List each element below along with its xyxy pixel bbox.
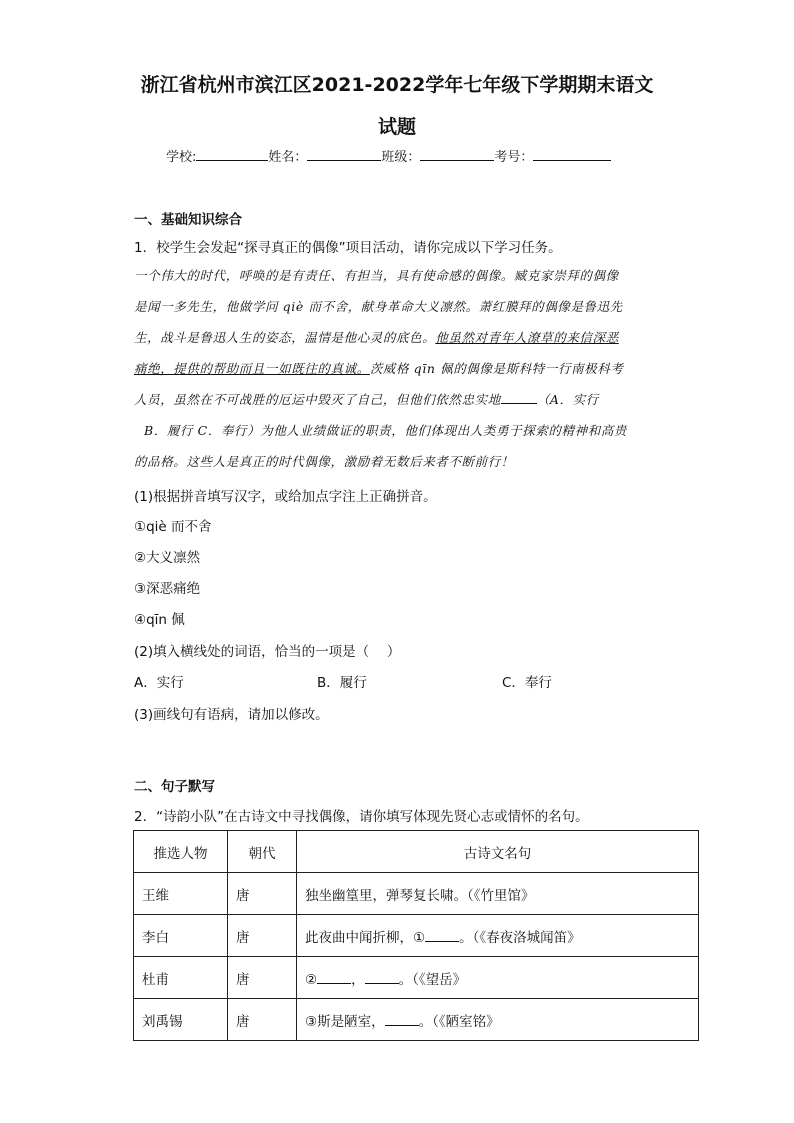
verse-text: ③斯是陋室， <box>305 1013 385 1030</box>
verse-text: ② <box>305 971 318 988</box>
table-row <box>134 957 699 999</box>
verse-text: 。（《望岳》 <box>398 971 467 988</box>
option-c[interactable]: C．奉行 <box>502 675 552 691</box>
question-1-prompt: 1．校学生会发起“探寻真正的偶像”项目活动，请你完成以下学习任务。 <box>134 240 562 256</box>
person-cell: 王维 <box>134 873 228 915</box>
pinyin-item: ④qīn 佩 <box>134 612 185 628</box>
pinyin-item: ②大义凛然 <box>134 550 201 566</box>
table-header-row <box>134 831 699 873</box>
name-label: 姓名： <box>268 150 308 165</box>
person-cell: 李白 <box>134 915 228 957</box>
sub-question-2: (2)填入横线处的词语，恰当的一项是（ ） <box>134 644 401 660</box>
student-info-line <box>166 146 611 165</box>
sub-question-1: (1)根据拼音填写汉字，或给加点字注上正确拼音。 <box>134 489 437 505</box>
passage-line: 的品格。这些人是真正的时代偶像，激励着无数后来者不断前行！ <box>134 454 514 469</box>
passage-line <box>134 359 624 377</box>
option-a[interactable]: A．实行 <box>134 675 184 691</box>
table-row <box>134 873 699 915</box>
section-heading-basics: 一、基础知识综合 <box>134 212 242 228</box>
table-header: 朝代 <box>228 831 297 873</box>
passage-text: （A．实行 <box>536 392 599 407</box>
verse-text: 。（《春夜洛城闻笛》 <box>459 929 581 946</box>
class-blank[interactable] <box>420 147 494 161</box>
person-cell: 杜甫 <box>134 957 228 999</box>
person-cell: 刘禹锡 <box>134 999 228 1041</box>
answer-blank[interactable] <box>365 971 399 984</box>
passage-line <box>134 390 599 408</box>
table-row <box>134 999 699 1041</box>
answer-blank[interactable] <box>501 391 537 404</box>
dynasty-cell: 唐 <box>228 915 297 957</box>
pinyin-item: ③深恶痛绝 <box>134 581 201 597</box>
verse-text: 独坐幽篁里，弹琴复长啸。（《竹里馆》 <box>305 887 535 904</box>
pinyin-item: ①qiè 而不舍 <box>134 519 212 535</box>
passage-line: B．履行 C．奉行）为他人业绩做证的职责，他们体现出人类勇于探索的精神和高贵 <box>144 423 628 438</box>
sub-question-3: (3)画线句有语病，请加以修改。 <box>134 707 329 723</box>
verse-cell <box>297 873 699 915</box>
class-label: 班级： <box>381 150 421 165</box>
passage-line: 是闻一多先生，他做学问 qiè 而不舍，献身革命大义凛然。萧红膜拜的偶像是鲁迅先 <box>134 299 623 314</box>
exam-number-label: 考号： <box>494 150 534 165</box>
section-heading-recitation: 二、句子默写 <box>134 779 215 795</box>
verse-text: 。（《陋室铭》 <box>418 1013 500 1030</box>
question-2-prompt: 2．“诗韵小队”在古诗文中寻找偶像，请你填写体现先贤心志或情怀的名句。 <box>134 809 589 825</box>
passage-text: 茨威格 qīn 佩的偶像是斯科特一行南极科考 <box>369 361 624 376</box>
verse-text: ， <box>351 971 365 988</box>
underlined-sentence: 他虽然对青年人潦草的来信深恶 <box>435 330 619 345</box>
verse-cell <box>297 999 699 1041</box>
dynasty-cell: 唐 <box>228 957 297 999</box>
answer-blank[interactable] <box>317 971 351 984</box>
passage-line: 一个伟大的时代，呼唤的是有责任、有担当，具有使命感的偶像。臧克家崇拜的偶像 <box>134 268 619 283</box>
underlined-sentence: 痛绝，提供的帮助而且一如既往的真诚。 <box>134 361 370 376</box>
verse-text: 此夜曲中闻折柳，① <box>305 929 426 946</box>
dynasty-cell: 唐 <box>228 999 297 1041</box>
school-label: 学校: <box>166 150 197 165</box>
dynasty-cell: 唐 <box>228 873 297 915</box>
exam-title-line1: 浙江省杭州市滨江区2021-2022学年七年级下学期期末语文 <box>140 74 654 96</box>
table-header: 推选人物 <box>134 831 228 873</box>
exam-title-line2: 试题 <box>377 116 416 138</box>
school-blank[interactable] <box>196 147 268 161</box>
table-row <box>134 915 699 957</box>
exam-number-blank[interactable] <box>533 147 611 161</box>
answer-blank[interactable] <box>385 1013 419 1026</box>
passage-line <box>134 328 619 346</box>
verse-cell <box>297 957 699 999</box>
poem-table <box>133 830 699 1041</box>
verse-cell <box>297 915 699 957</box>
name-blank[interactable] <box>307 147 381 161</box>
option-b[interactable]: B．履行 <box>317 675 367 691</box>
table-header: 古诗文名句 <box>297 831 699 873</box>
answer-blank[interactable] <box>425 929 459 942</box>
passage-text: 生，战斗是鲁迅人生的姿态，温情是他心灵的底色。 <box>134 330 436 345</box>
passage-text: 人员，虽然在不可战胜的厄运中毁灭了自己，但他们依然忠实地 <box>134 392 501 407</box>
